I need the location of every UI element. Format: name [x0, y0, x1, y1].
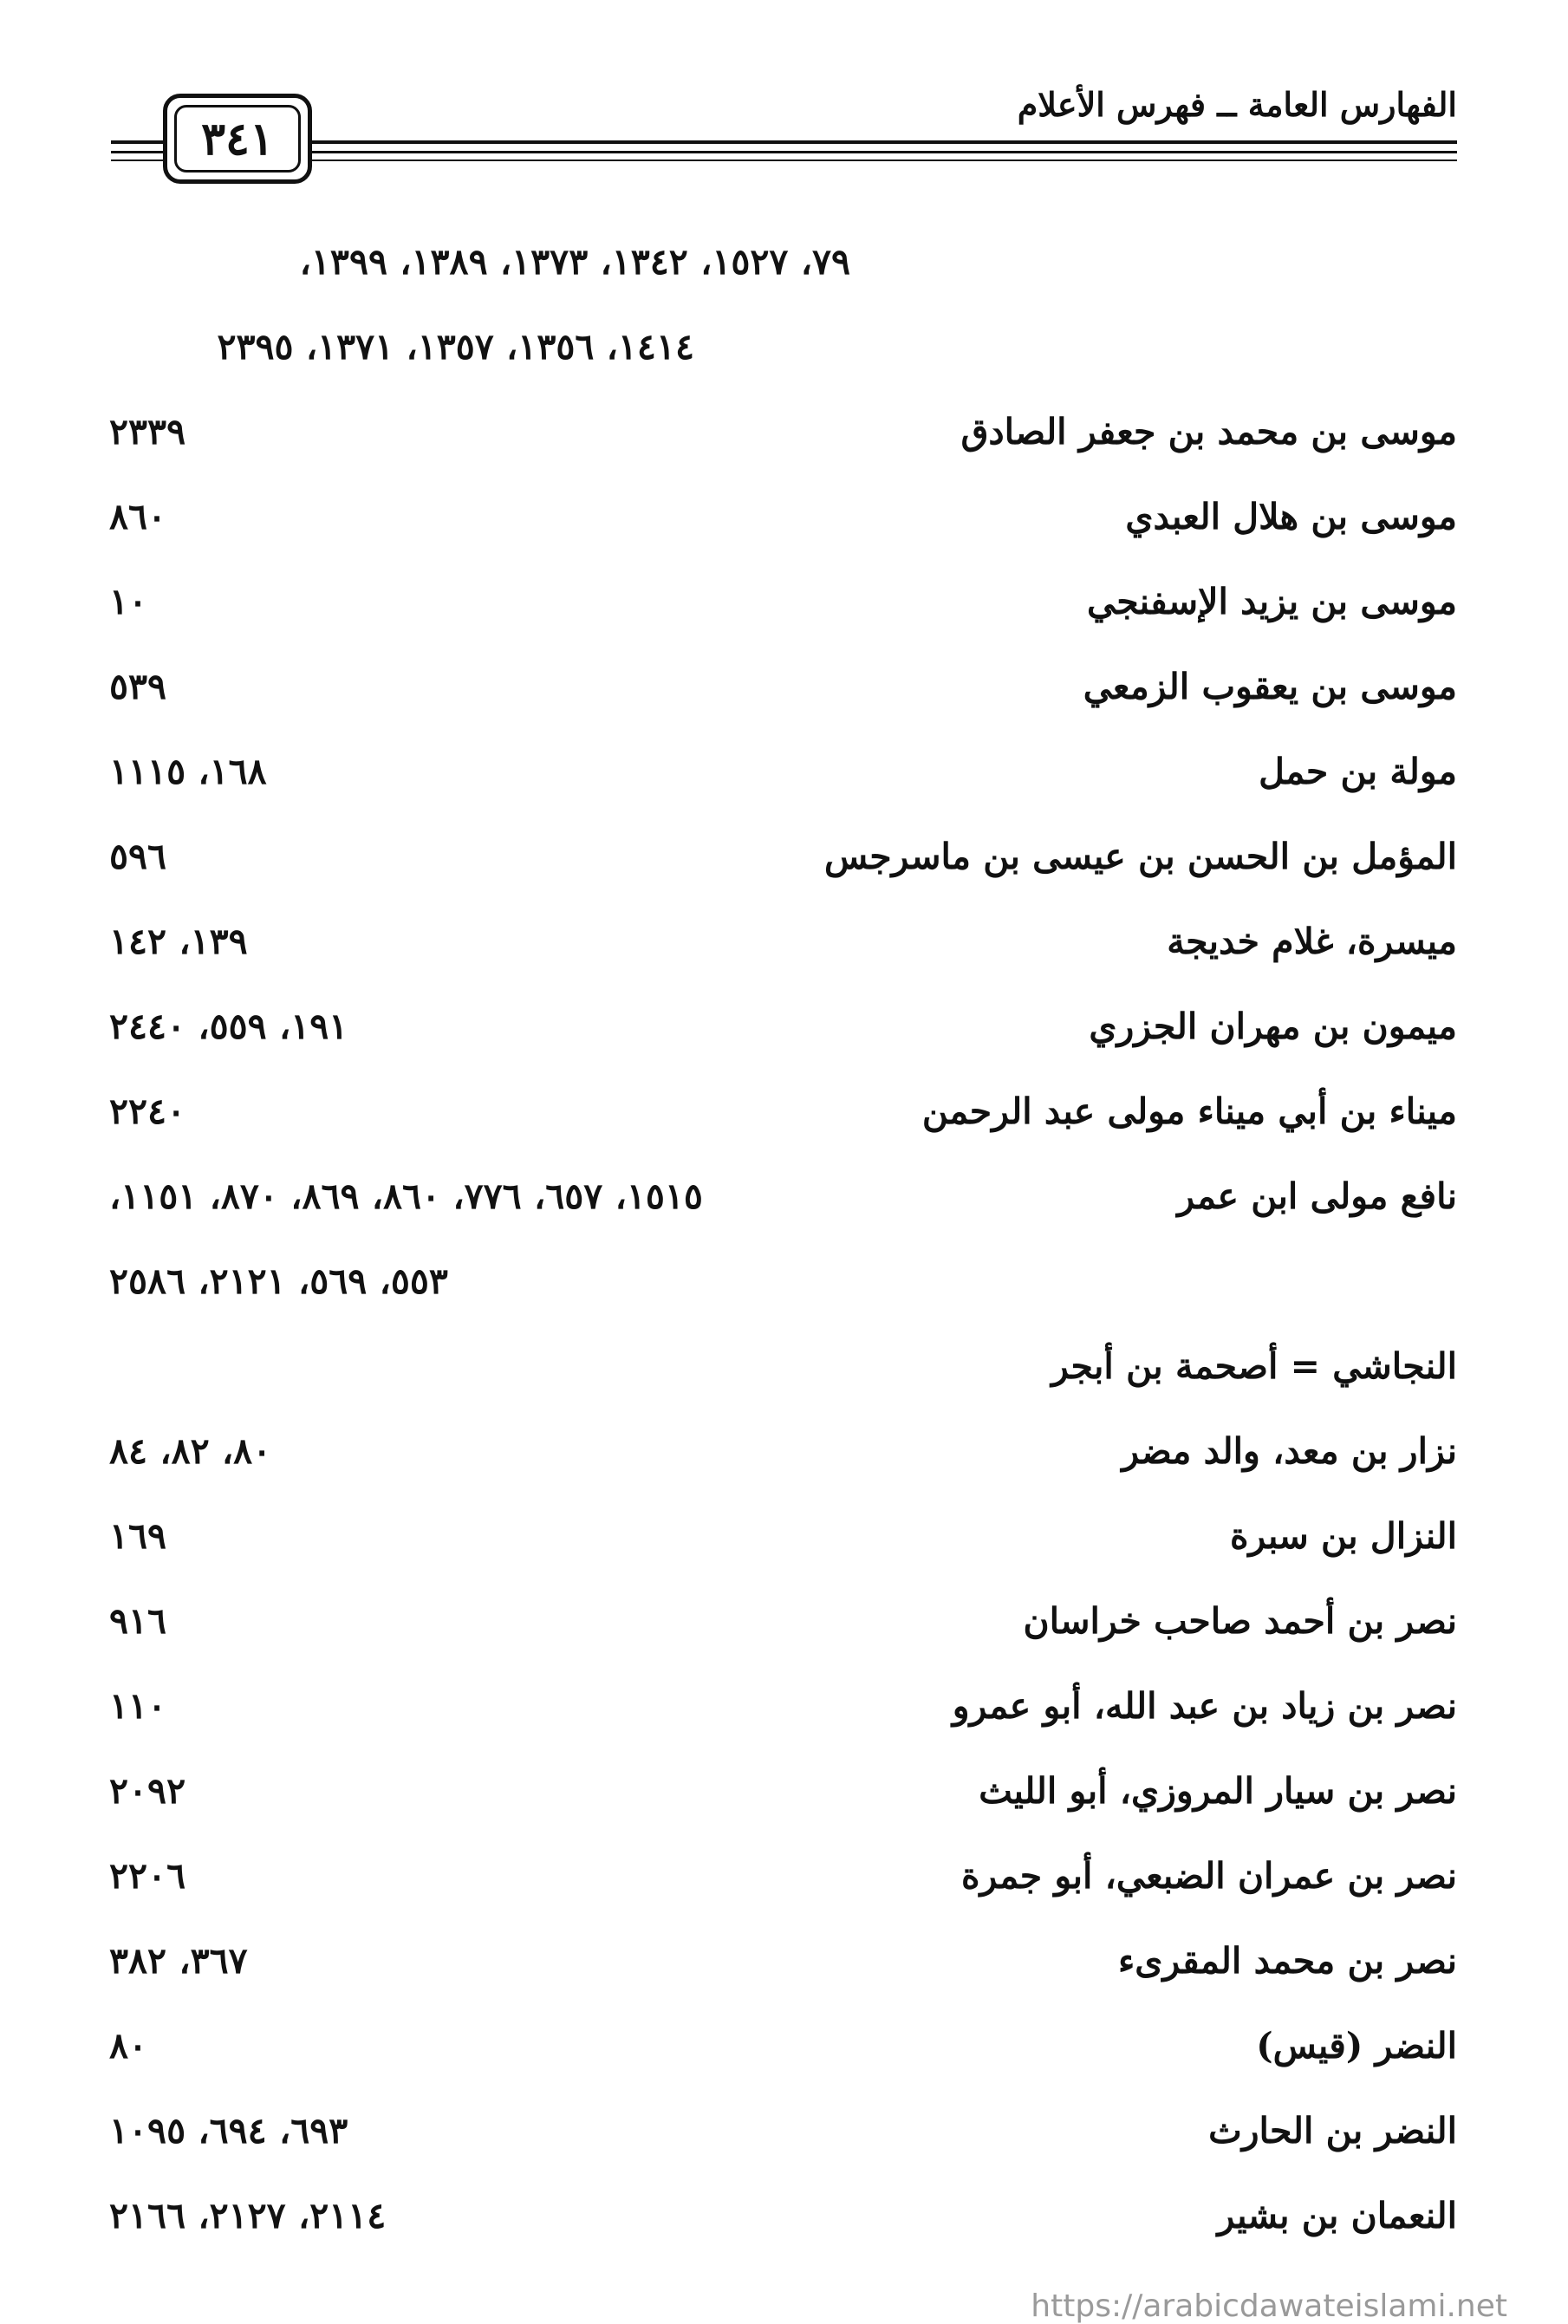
- entry-name: موسى بن يعقوب الزمعي: [1083, 666, 1457, 707]
- entry-refs: ٥٩٦: [109, 836, 167, 877]
- index-entry: [109, 576, 1457, 628]
- index-entry: [109, 830, 1457, 882]
- entry-name: ميناء بن أبي ميناء مولى عبد الرحمن: [921, 1090, 1457, 1132]
- entry-refs: ٢١١٤، ٢١٢٧، ٢١٦٦: [109, 2195, 387, 2236]
- header-rule-thin: [111, 159, 1457, 161]
- index-entry: [109, 1595, 1457, 1647]
- entry-refs: ٨٠، ٨٢، ٨٤: [109, 1430, 272, 1472]
- entry-name: النعمان بن بشير: [1217, 2195, 1457, 2236]
- header-rule-thick: [111, 140, 1457, 144]
- entry-refs: ٥٥٣، ٥٦٩، ٢١٢١، ٢٥٨٦: [109, 1260, 448, 1302]
- entry-refs: ٨٦٠: [109, 496, 167, 537]
- entry-name: مولة بن حمل: [1259, 751, 1457, 792]
- index-entry: [109, 1340, 1457, 1392]
- entry-refs: ١٦٩: [109, 1515, 167, 1557]
- index-entry: [109, 1850, 1457, 1902]
- entry-refs: ١٥١٥، ٦٥٧، ٧٧٦، ٨٦٠، ٨٦٩، ٨٧٠، ١١٥١،: [109, 1175, 703, 1217]
- index-entry: [109, 1170, 1457, 1222]
- index-entry: [109, 236, 1457, 288]
- index-entry: [109, 1510, 1457, 1562]
- index-entry: [109, 1255, 1457, 1307]
- entry-name: النزال بن سبرة: [1229, 1515, 1457, 1557]
- entry-name: النضر (قيس): [1256, 2025, 1457, 2067]
- entry-name: نصر بن سيار المروزي، أبو الليث: [979, 1770, 1457, 1812]
- index-entry: [109, 1765, 1457, 1817]
- entry-refs: ٢٢٤٠: [109, 1090, 186, 1132]
- running-header-title: الفهارس العامة ــ فهرس الأعلام: [1017, 85, 1457, 124]
- page-number: ٣٤١: [174, 105, 301, 173]
- entry-refs: ١٣٩، ١٤٢: [109, 921, 248, 962]
- index-entry: [109, 915, 1457, 967]
- entry-refs: ٩١٦: [109, 1600, 167, 1642]
- index-entry: [109, 2105, 1457, 2157]
- index-entry: [109, 745, 1457, 797]
- entry-name: ميمون بن مهران الجزري: [1089, 1006, 1457, 1047]
- header-rule-middle: [111, 151, 1457, 153]
- entry-name: نصر بن محمد المقرىء: [1117, 1940, 1457, 1982]
- entry-refs: ٢٢٠٦: [109, 1855, 186, 1897]
- index-entry: [109, 661, 1457, 713]
- entry-name: نصر بن عمران الضبعي، أبو جمرة: [961, 1855, 1457, 1897]
- entry-refs-text: ٧٩، ١٥٢٧، ١٣٤٢، ١٣٧٣، ١٣٨٩، ١٣٩٩،: [299, 241, 850, 283]
- entry-name: المؤمل بن الحسن بن عيسى بن ماسرجس: [823, 836, 1457, 877]
- index-entry: [109, 2020, 1457, 2072]
- index-entry: [109, 321, 1457, 373]
- entry-refs: ٣٦٧، ٣٨٢: [109, 1940, 248, 1982]
- entry-name: ميسرة، غلام خديجة: [1167, 921, 1457, 962]
- entry-refs: ٢٣٣٩: [109, 411, 186, 452]
- index-entry: [109, 491, 1457, 543]
- entry-name: النضر بن الحارث: [1208, 2110, 1457, 2151]
- index-entry: [109, 1935, 1457, 1987]
- entry-name: موسى بن محمد بن جعفر الصادق: [960, 411, 1457, 452]
- entry-refs: ١٦٨، ١١١٥: [109, 751, 267, 792]
- index-entry: [109, 406, 1457, 458]
- entry-refs: ٦٩٣، ٦٩٤، ١٠٩٥: [109, 2110, 348, 2151]
- watermark-url: https://arabicdawateislami.net: [1031, 2288, 1507, 2324]
- entry-refs: ٨٠: [109, 2025, 148, 2067]
- index-entry: [109, 2190, 1457, 2242]
- entry-name: نصر بن أحمد صاحب خراسان: [1023, 1600, 1457, 1642]
- entry-name: نزار بن معد، والد مضر: [1122, 1430, 1457, 1472]
- entry-refs: ١٠: [109, 581, 148, 622]
- index-entry: [109, 1425, 1457, 1477]
- entry-name: موسى بن يزيد الإسفنجي: [1087, 581, 1457, 622]
- entry-name: موسى بن هلال العبدي: [1125, 496, 1457, 537]
- entry-name: نافع مولى ابن عمر: [1177, 1175, 1457, 1217]
- entry-refs: ٢٠٩٢: [109, 1770, 186, 1812]
- index-entry: [109, 1000, 1457, 1052]
- index-entry: [109, 1085, 1457, 1137]
- entry-name: نصر بن زياد بن عبد الله، أبو عمرو: [952, 1685, 1457, 1727]
- entry-refs: ١١٠: [109, 1685, 167, 1727]
- page-number-box: [163, 94, 312, 184]
- entry-refs: ١٩١، ٥٥٩، ٢٤٤٠: [109, 1006, 348, 1047]
- entry-name: النجاشي = أصحمة بن أبجر: [1051, 1345, 1457, 1387]
- entry-refs: ١٤١٤، ١٣٥٦، ١٣٥٧، ١٣٧١، ٢٣٩٥: [217, 326, 694, 368]
- entry-refs: ٥٣٩: [109, 666, 167, 707]
- index-entry: [109, 1680, 1457, 1732]
